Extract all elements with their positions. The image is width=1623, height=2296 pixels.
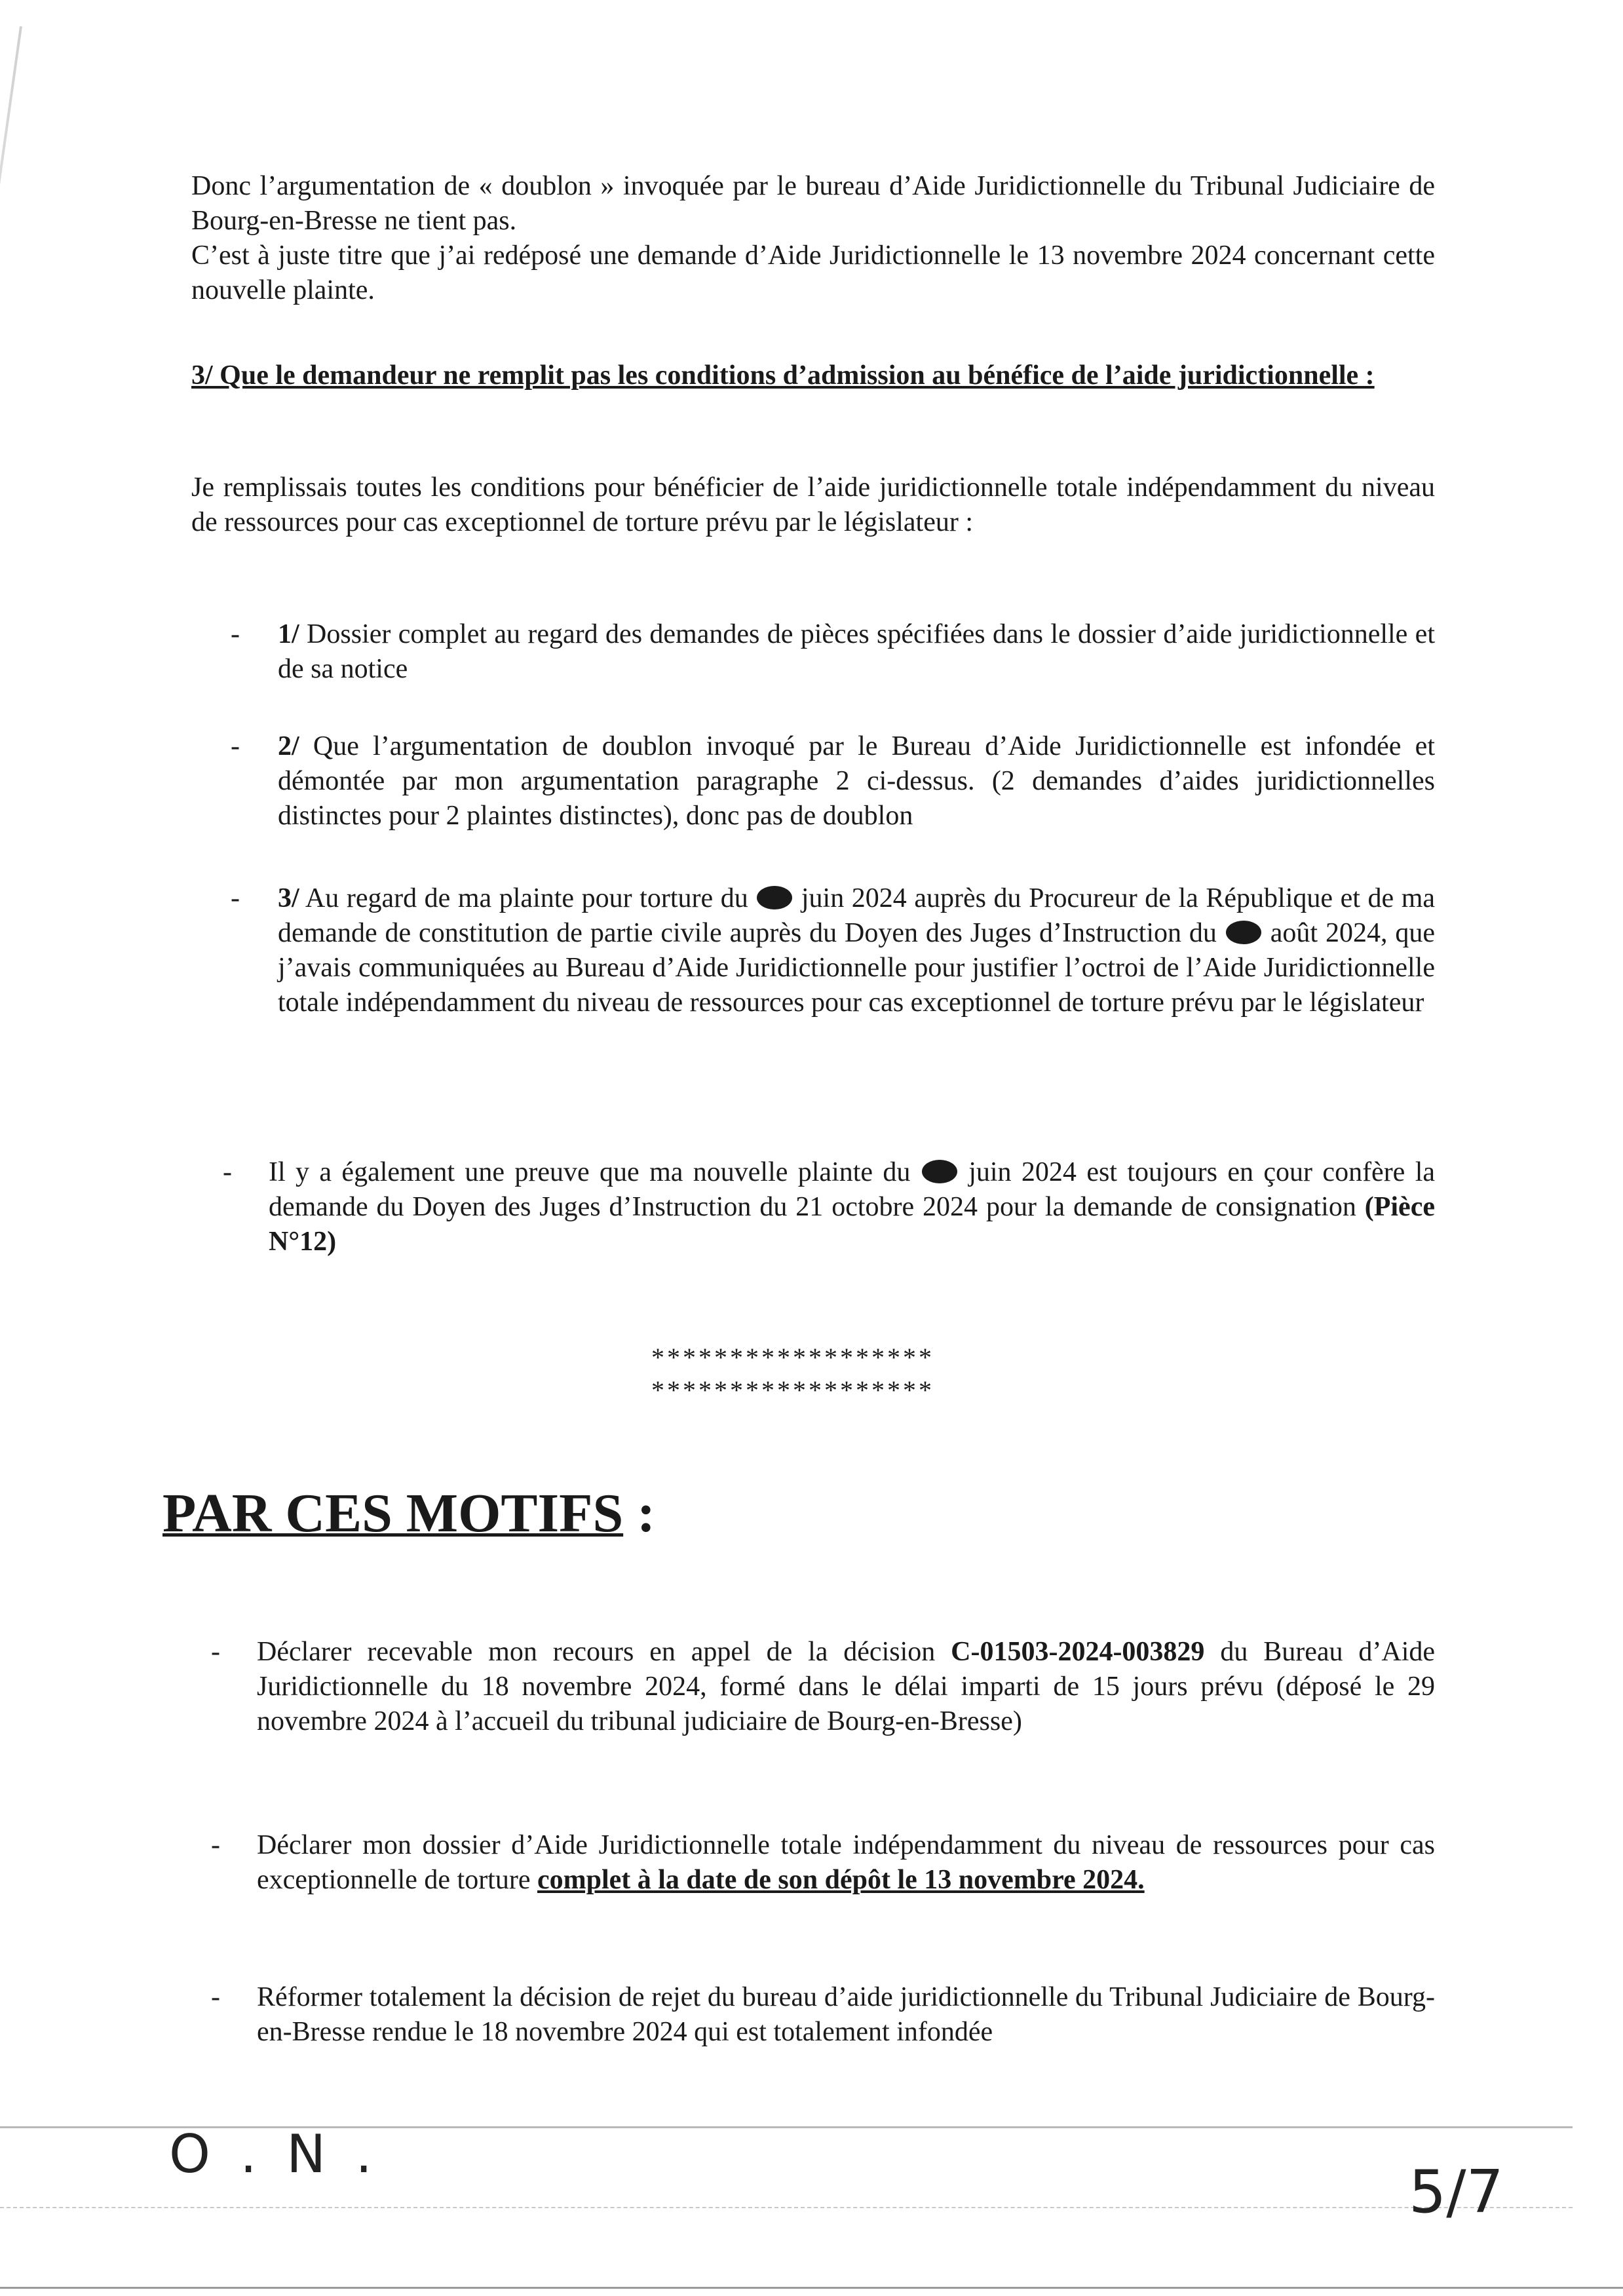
list-item-2 — [278, 729, 1435, 833]
list-item-3-number: 3/ — [278, 883, 299, 913]
list-item-2-number: 2/ — [278, 731, 299, 761]
list-item-3-text-a: Au regard de ma plainte pour torture du — [299, 883, 748, 913]
footer-rule-dashed — [0, 2207, 1573, 2208]
motif-item-1 — [257, 1635, 1435, 1739]
list-item-4-text-a: Il y a également une preuve que ma nouvelle plainte du — [269, 1157, 911, 1187]
motifs-colon: : — [623, 1483, 656, 1544]
list-item-1-number: 1/ — [278, 619, 299, 649]
list-item-1-text: Dossier complet au regard des demandes de pièces spécifiées dans le dossier d’aide juridictionnelle et de sa notice — [278, 619, 1435, 684]
motif-item-3 — [257, 1980, 1435, 2050]
motif-dash-1: - — [211, 1637, 220, 1667]
motif-dash-3: - — [211, 1982, 220, 2012]
footer-rule-bottom — [0, 2287, 1623, 2289]
list-item-1 — [278, 617, 1435, 687]
separator-stars-1: ****************** — [651, 1343, 934, 1372]
intro-paragraph — [191, 169, 1435, 308]
separator-stars-2: ****************** — [651, 1375, 934, 1405]
redaction-mark — [922, 1160, 957, 1183]
section-3-paragraph: Je remplissais toutes les conditions pour bénéficier de l’aide juridictionnelle totale indépendamment du niveau de ressources pour cas exceptionnel de torture prévu par le législateur : — [191, 472, 1435, 537]
page-number: 5/7 — [1409, 2158, 1504, 2227]
bullet-dash-2: - — [231, 731, 240, 761]
motif-dash-2: - — [211, 1830, 220, 1860]
scan-edge-shadow — [0, 26, 22, 481]
intro-line-1: Donc l’argumentation de « doublon » invoquée par le bureau d’Aide Juridictionnelle du Tribunal Judiciaire de Bourg-en-Bresse ne tient pas. — [191, 171, 1435, 236]
motif-2-text-a: Déclarer mon dossier d’Aide Juridictionnelle totale indépendamment du niveau de ressources pour cas exceptionnelle de torture — [257, 1830, 1435, 1895]
list-item-4 — [269, 1155, 1435, 1259]
motifs-title: PAR CES MOTIFS — [162, 1483, 624, 1544]
motifs-heading — [162, 1481, 655, 1546]
redaction-mark — [757, 886, 792, 909]
section-3-heading: 3/ Que le demandeur ne remplit pas les conditions d’admission au bénéfice de l’aide juridictionnelle : — [191, 360, 1375, 391]
bullet-dash-3: - — [231, 883, 240, 913]
piece-reference: (Pièce N°12) — [269, 1192, 1435, 1257]
handwritten-initials: O . N . — [169, 2124, 379, 2185]
motif-3-text-a: Réformer totalement la décision de rejet du bureau d’aide juridictionnelle du Tribunal Judiciaire de Bourg-en-Bresse rendue le 18 novembre 2024 qui est totalement infondée — [257, 1982, 1435, 2047]
list-item-4-text-b: juin 2024 est toujours en çour confère la demande du Doyen des Juges d’Instruction du 21 octobre 2024 pour la demande de consignation — [269, 1157, 1436, 1222]
intro-line-2: C’est à juste titre que j’ai redéposé une demande d’Aide Juridictionnelle le 13 novembre 2024 concernant cette nouvelle plainte. — [191, 240, 1435, 305]
list-item-3 — [278, 881, 1435, 1020]
motif-item-2 — [257, 1828, 1435, 1898]
list-item-2-text: Que l’argumentation de doublon invoqué par le Bureau d’Aide Juridictionnelle est infondée et démontée par mon argumentation paragraphe 2 ci-dessus. (2 demandes d’aides juridictionnelles distinctes pour 2 plaintes distinctes), donc pas de doublon — [278, 731, 1435, 831]
decision-reference: C-01503-2024-003829 — [951, 1637, 1205, 1667]
bullet-dash-1: - — [231, 619, 240, 649]
list-item-3-text-b: juin 2024 auprès du Procureur de la République et de ma demande de constitution de partie civile auprès du Doyen des Juges d’Instruction du — [278, 883, 1436, 948]
motif-2-emphasis: complet à la date de son dépôt le 13 novembre 2024. — [537, 1865, 1145, 1895]
bullet-dash-4: - — [223, 1157, 232, 1187]
motif-1-text-a: Déclarer recevable mon recours en appel de la décision — [257, 1637, 936, 1667]
list-item-3-text-c: août 2024, que j’avais communiquées au Bureau d’Aide Juridictionnelle pour justifier l’octroi de l’Aide Juridictionnelle totale indépendamment du niveau de ressources pour cas exceptionnel de torture prévu par le législateur — [278, 918, 1436, 1018]
redaction-mark — [1226, 921, 1261, 944]
motif-1-text-b: du Bureau d’Aide Juridictionnelle du 18 novembre 2024, formé dans le délai imparti de 15 jours prévu (déposé le 29 novembre 2024 à l’accueil du tribunal judiciaire de Bourg-en-Bresse) — [257, 1637, 1436, 1736]
